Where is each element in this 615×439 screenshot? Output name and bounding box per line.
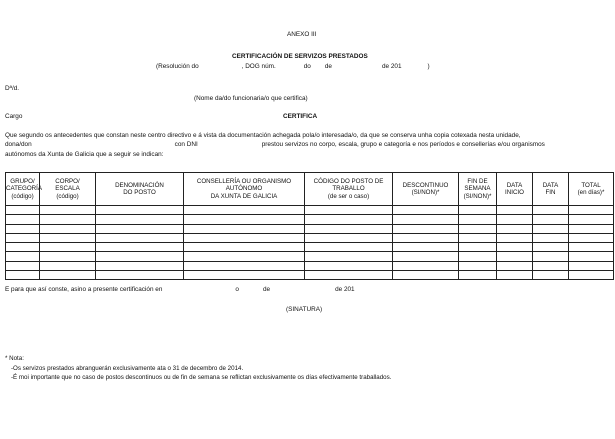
table-cell[interactable] (569, 206, 614, 215)
table-cell[interactable] (497, 271, 533, 280)
closing-text-4: de 201 (335, 286, 355, 293)
table-row (6, 206, 614, 215)
table-cell[interactable] (497, 261, 533, 270)
certifies-heading: CERTIFICA (283, 113, 318, 120)
table-cell[interactable] (6, 215, 40, 224)
table-cell[interactable] (184, 233, 305, 242)
table-cell[interactable] (40, 261, 96, 270)
table-row (6, 243, 614, 252)
header-post-name: DENOMINACIÓN DO POSTO (96, 173, 184, 206)
table-cell[interactable] (393, 261, 459, 270)
note-item-1: -Os servizos prestados abranguerán exclusivamente ata o 31 de decembro de 2014. (11, 365, 244, 372)
header-discontinuous: DESCONTINUO (SI/NON)* (393, 173, 459, 206)
table-cell[interactable] (96, 224, 184, 233)
table-row (6, 215, 614, 224)
table-cell[interactable] (533, 233, 569, 242)
table-cell[interactable] (184, 224, 305, 233)
table-cell[interactable] (569, 252, 614, 261)
table-cell[interactable] (569, 233, 614, 242)
header-total-days: TOTAL (en días)* (569, 173, 614, 206)
table-cell[interactable] (533, 215, 569, 224)
table-cell[interactable] (305, 215, 393, 224)
table-cell[interactable] (6, 233, 40, 242)
table-cell[interactable] (40, 243, 96, 252)
table-cell[interactable] (569, 224, 614, 233)
table-cell[interactable] (497, 252, 533, 261)
table-cell[interactable] (305, 243, 393, 252)
header-post-code: CÓDIGO DO POSTO DE TRABALLO (de ser o caso) (305, 173, 393, 206)
table-body (6, 206, 614, 280)
paragraph-line-2 (5, 140, 605, 149)
name-caption: (Nome da/do funcionaria/o que certifica) (194, 95, 308, 102)
resolution-text-3: do (303, 63, 311, 70)
resolution-line (156, 63, 430, 71)
table-cell[interactable] (40, 206, 96, 215)
table-cell[interactable] (533, 252, 569, 261)
table-cell[interactable] (6, 261, 40, 270)
table-cell[interactable] (497, 215, 533, 224)
table-cell[interactable] (393, 271, 459, 280)
table-cell[interactable] (40, 224, 96, 233)
resolution-text-5: de 201 (381, 63, 402, 70)
table-cell[interactable] (459, 243, 497, 252)
table-cell[interactable] (393, 224, 459, 233)
table-row (6, 261, 614, 270)
table-cell[interactable] (459, 215, 497, 224)
table-row (6, 233, 614, 242)
table-cell[interactable] (40, 215, 96, 224)
table-cell[interactable] (569, 243, 614, 252)
closing-text-3: de (262, 286, 271, 293)
resolution-text-6: ) (427, 63, 430, 70)
table-cell[interactable] (6, 243, 40, 252)
table-cell[interactable] (459, 233, 497, 242)
table-cell[interactable] (569, 215, 614, 224)
table-cell[interactable] (459, 261, 497, 270)
post-label: Cargo (5, 113, 23, 120)
table-cell[interactable] (305, 206, 393, 215)
table-cell[interactable] (393, 252, 459, 261)
annex-label: ANEXO III (287, 31, 317, 38)
table-cell[interactable] (184, 261, 305, 270)
table-cell[interactable] (96, 215, 184, 224)
resolution-text-4: de (324, 63, 332, 70)
table-cell[interactable] (305, 224, 393, 233)
closing-text-2: o (235, 286, 239, 293)
notes-title: * Nota: (5, 355, 24, 362)
table-cell[interactable] (533, 261, 569, 270)
paragraph-line-2-b: con DNI (174, 141, 198, 149)
table-cell[interactable] (305, 261, 393, 270)
header-end-date: DATA FIN (533, 173, 569, 206)
table-cell[interactable] (96, 261, 184, 270)
name-label: Dª/d. (5, 85, 20, 92)
table-cell[interactable] (40, 252, 96, 261)
table-cell[interactable] (497, 233, 533, 242)
table-cell[interactable] (533, 224, 569, 233)
closing-line (5, 286, 355, 294)
table-cell[interactable] (393, 206, 459, 215)
note-item-2: -É moi importante que no caso de postos descontinuos ou de fin de semana se reflictan exclusivamente os días efectivamente traballados. (11, 374, 392, 381)
table-cell[interactable] (305, 271, 393, 280)
paragraph-line-1: Que segundo os antecedentes que constan neste centro directivo e á vista da documentación achegada pola/o interesada/o, da que se conserva unha copia cotexada nesta unidade, (5, 132, 521, 139)
table-cell[interactable] (533, 206, 569, 215)
table-cell[interactable] (6, 252, 40, 261)
table-row (6, 252, 614, 261)
table-cell[interactable] (184, 243, 305, 252)
table-cell[interactable] (184, 215, 305, 224)
table-cell[interactable] (96, 271, 184, 280)
table-cell[interactable] (184, 206, 305, 215)
table-cell[interactable] (459, 224, 497, 233)
table-cell[interactable] (96, 206, 184, 215)
certification-paragraph (5, 131, 605, 159)
header-weekend: FIN DE SEMANA (SI/NON)* (459, 173, 497, 206)
table-row (6, 224, 614, 233)
table-cell[interactable] (305, 252, 393, 261)
table-cell[interactable] (497, 224, 533, 233)
resolution-text-1: (Resolución do (156, 63, 199, 70)
table-cell[interactable] (96, 233, 184, 242)
paragraph-line-3: autónomos da Xunta de Galicia que a seguir se indican: (5, 150, 164, 158)
header-group-category: GRUPO/ CATEGORÍA (código) (6, 173, 40, 206)
closing-text-1: E para que así conste, asino a presente certificación en (5, 286, 163, 293)
table-cell[interactable] (6, 206, 40, 215)
table-cell[interactable] (6, 224, 40, 233)
table-cell[interactable] (533, 243, 569, 252)
table-cell[interactable] (40, 233, 96, 242)
table-cell[interactable] (393, 215, 459, 224)
table-cell[interactable] (569, 271, 614, 280)
table-cell[interactable] (459, 206, 497, 215)
table-cell[interactable] (497, 243, 533, 252)
table-cell[interactable] (533, 271, 569, 280)
table-cell[interactable] (96, 243, 184, 252)
table-cell[interactable] (40, 271, 96, 280)
paragraph-line-2-c: prestou servizos no corpo, escala, grupo e categoría e nos períodos e consellerías e/ou organismos (261, 141, 545, 149)
table-cell[interactable] (569, 261, 614, 270)
paragraph-line-2-a: dona/don (5, 141, 32, 149)
table-cell[interactable] (497, 206, 533, 215)
header-department: CONSELLERÍA OU ORGANISMO AUTÓNOMO DA XUNTA DE GALICIA (184, 173, 305, 206)
table-cell[interactable] (6, 271, 40, 280)
resolution-text-2: , DOG núm. (241, 63, 276, 70)
table-row (6, 271, 614, 280)
services-table (5, 172, 614, 280)
table-cell[interactable] (184, 252, 305, 261)
table-cell[interactable] (184, 271, 305, 280)
header-corps-scale: CORPO/ ESCALA (código) (40, 173, 96, 206)
table-cell[interactable] (393, 233, 459, 242)
signature-label: (SINATURA) (286, 306, 323, 313)
header-start-date: DATA INICIO (497, 173, 533, 206)
table-cell[interactable] (393, 243, 459, 252)
table-header-row (6, 173, 614, 206)
table-cell[interactable] (305, 233, 393, 242)
document-title: CERTIFICACIÓN DE SERVIZOS PRESTADOS (232, 53, 368, 60)
table-cell[interactable] (459, 252, 497, 261)
table-cell[interactable] (96, 252, 184, 261)
table-cell[interactable] (459, 271, 497, 280)
